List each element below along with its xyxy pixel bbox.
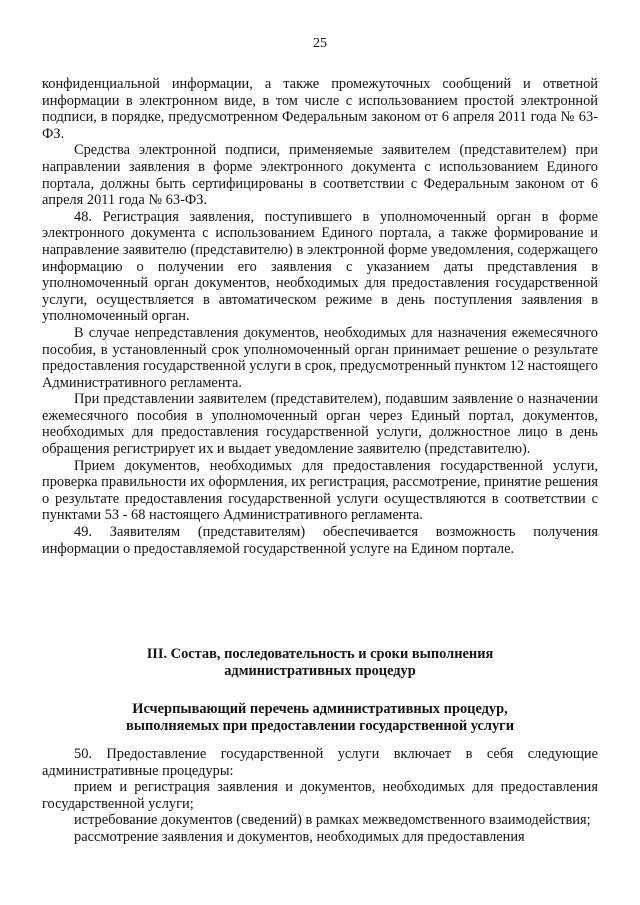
paragraph-continuation: конфиденциальной информации, а также промежуточных сообщений и ответной информации в электронном виде, в том числе с использованием простой электронной подписи, в порядке, предусмотренном Федеральным законом от 6 апреля 2011 года № 63-ФЗ.	[42, 76, 598, 142]
subsection-heading-line-1: Исчерпывающий перечень административных процедур,	[132, 701, 508, 717]
paragraph-item-49: 49. Заявителям (представителям) обеспечивается возможность получения информации о предоставляемой государственной услуге на Едином портале.	[42, 524, 598, 557]
subsection-heading-line-2: выполняемых при предоставлении государственной услуги	[125, 718, 515, 734]
section-heading-line-2: административных процедур	[224, 663, 416, 679]
subsection-heading	[42, 701, 598, 735]
section-heading	[42, 646, 598, 680]
top-text-block	[42, 76, 598, 557]
paragraph-submission-registration: При представлении заявителем (представителем), подавшим заявление о назначении ежемесячного пособия в уполномоченный орган через Единый портал, документов, необходимых для предоставления государственной услуги, должностное лицо в день обращения регистрирует их и выдает уведомление заявителю (представителю).	[42, 391, 598, 458]
section-heading-line-1: III. Состав, последовательность и сроки выполнения	[146, 646, 494, 662]
list-item-reception: прием и регистрация заявления и документов, необходимых для предоставления государственной услуги;	[42, 779, 598, 812]
bottom-text-block	[42, 746, 598, 846]
paragraph-item-48: 48. Регистрация заявления, поступившего в уполномоченный орган в форме электронного документа с использованием Единого портала, а также формирование и направление заявителю (представителю) в электронной форме уведомления, содержащего информацию о получении его заявления с указанием даты представления в уполномоченный орган документов, необходимых для предоставления государственной услуги, осуществляется в автоматическом режиме в день поступления заявления в уполномоченный орган.	[42, 208, 598, 325]
paragraph-item-50: 50. Предоставление государственной услуги включает в себя следующие административные процедуры:	[42, 746, 598, 779]
list-item-review: рассмотрение заявления и документов, необходимых для предоставления	[74, 828, 525, 845]
paragraph-electronic-signature: Средства электронной подписи, применяемые заявителем (представителем) при направлении заявления в форме электронного документа с использованием Единого портала, должны быть сертифицированы в соответствии с Федеральным законом от 6 апреля 2011 года № 63-ФЗ.	[42, 142, 598, 209]
list-item-interagency-request: истребование документов (сведений) в рамках межведомственного взаимодействия;	[74, 812, 591, 829]
paragraph-non-submission: В случае непредставления документов, необходимых для назначения ежемесячного пособия, в установленный срок уполномоченный орган принимает решение о результате предоставления государственной услуги в срок, предусмотренный пунктом 12 настоящего Административного регламента.	[42, 324, 598, 391]
paragraph-document-acceptance: Прием документов, необходимых для предоставления государственной услуги, проверка правильности их оформления, их регистрация, рассмотрение, принятие решения о результате предоставления государственной услуги осуществляются в соответствии с пунктами 53 - 68 настоящего Административного регламента.	[42, 457, 598, 524]
page-number: 25	[313, 36, 327, 51]
